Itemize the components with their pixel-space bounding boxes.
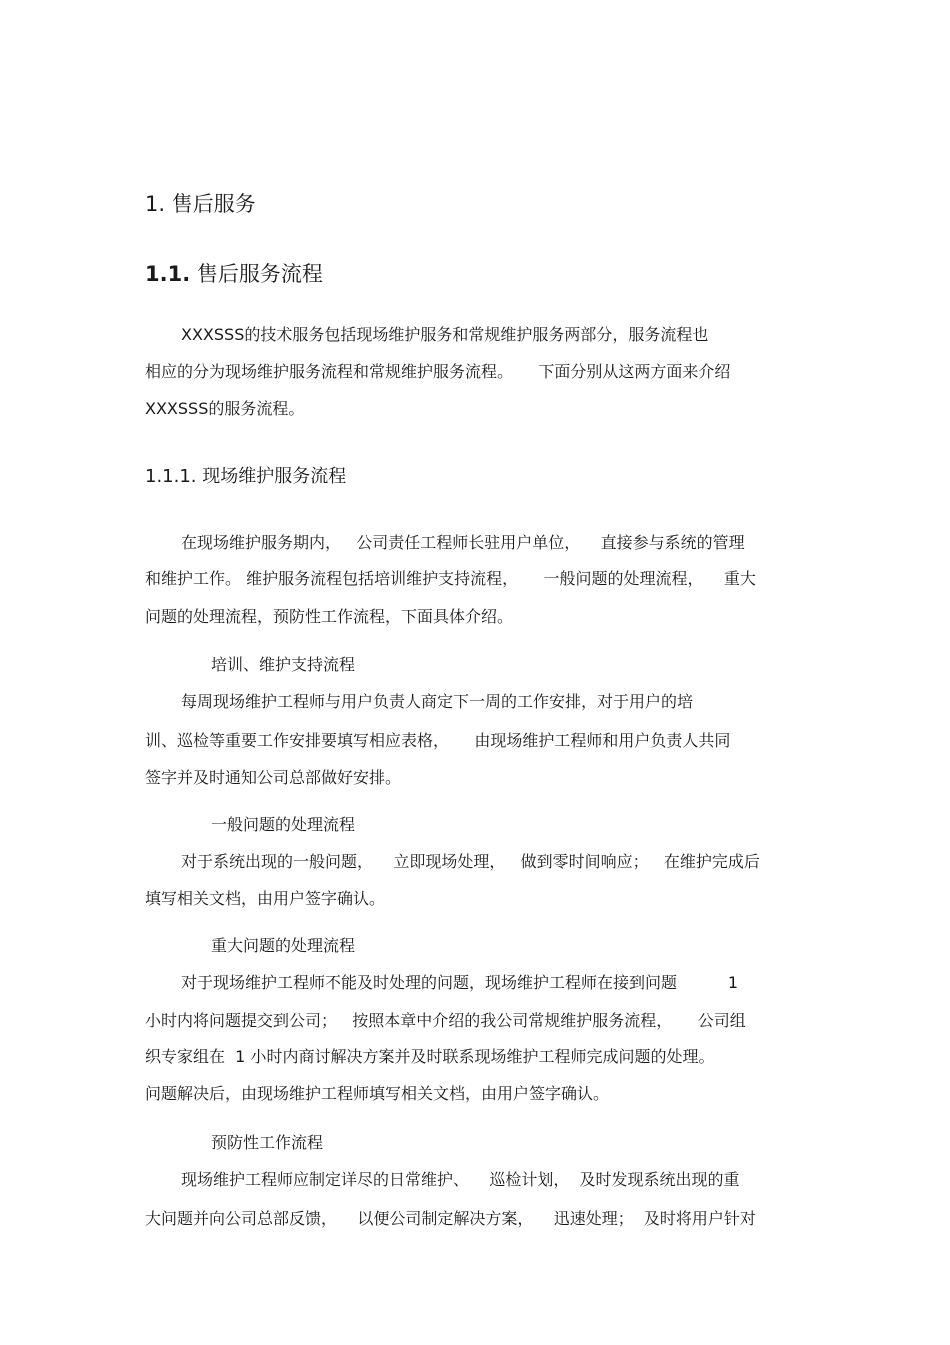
section-heading-1: 1. 售后服务 (145, 192, 256, 216)
paragraph-line: 问题解决后，由现场维护工程师填写相关文档，由用户签字确认。 (145, 1084, 610, 1103)
paragraph-line: 填写相关文档，由用户签字确认。 (145, 889, 386, 908)
paragraph-line: 训、巡检等重要工作安排要填写相应表格， 由现场维护工程师和用户负责人共同 (145, 731, 731, 750)
paragraph-line: 对于系统出现的一般问题， 立即现场处理， 做到零时间响应； 在维护完成后 (181, 852, 760, 871)
heading-text: 售后服务流程 (190, 262, 323, 286)
subsection-title-major: 重大问题的处理流程 (211, 936, 356, 955)
paragraph-line: 现场维护工程师应制定详尽的日常维护、 巡检计划， 及时发现系统出现的重 (181, 1170, 740, 1189)
paragraph-line: 大问题并向公司总部反馈， 以便公司制定解决方案， 迅速处理； 及时将用户针对 (145, 1209, 756, 1228)
paragraph-line: 在现场维护服务期内， 公司责任工程师长驻用户单位， 直接参与系统的管理 (181, 533, 745, 552)
section-heading-1-1-1: 1.1.1. 现场维护服务流程 (145, 466, 347, 487)
paragraph-line: 小时内将问题提交到公司； 按照本章中介绍的我公司常规维护服务流程， 公司组 (145, 1011, 746, 1030)
subsection-title-preventive: 预防性工作流程 (211, 1133, 324, 1152)
intro-line: 相应的分为现场维护服务流程和常规维护服务流程。 下面分别从这两方面来介绍 (145, 362, 731, 381)
intro-line: XXXSSS的服务流程。 (145, 399, 305, 418)
subsection-title-general: 一般问题的处理流程 (211, 815, 356, 834)
intro-line: XXXSSS的技术服务包括现场维护服务和常规维护服务两部分，服务流程也 (181, 325, 709, 344)
paragraph-line: 每周现场维护工程师与用户负责人商定下一周的工作安排，对于用户的培 (181, 692, 694, 711)
section-heading-1-1 (145, 259, 323, 289)
heading-number: 1.1. (145, 262, 191, 286)
paragraph-line: 织专家组在 1 小时内商讨解决方案并及时联系现场维护工程师完成问题的处理。 (145, 1047, 715, 1066)
paragraph-line: 对于现场维护工程师不能及时处理的问题，现场维护工程师在接到问题 1 (181, 973, 739, 992)
paragraph-line: 问题的处理流程，预防性工作流程，下面具体介绍。 (145, 607, 514, 626)
paragraph-line: 签字并及时通知公司总部做好安排。 (145, 768, 402, 787)
subsection-title-training: 培训、维护支持流程 (211, 655, 356, 674)
paragraph-line: 和维护工作。 维护服务流程包括培训维护支持流程， 一般问题的处理流程， 重大 (145, 569, 756, 588)
